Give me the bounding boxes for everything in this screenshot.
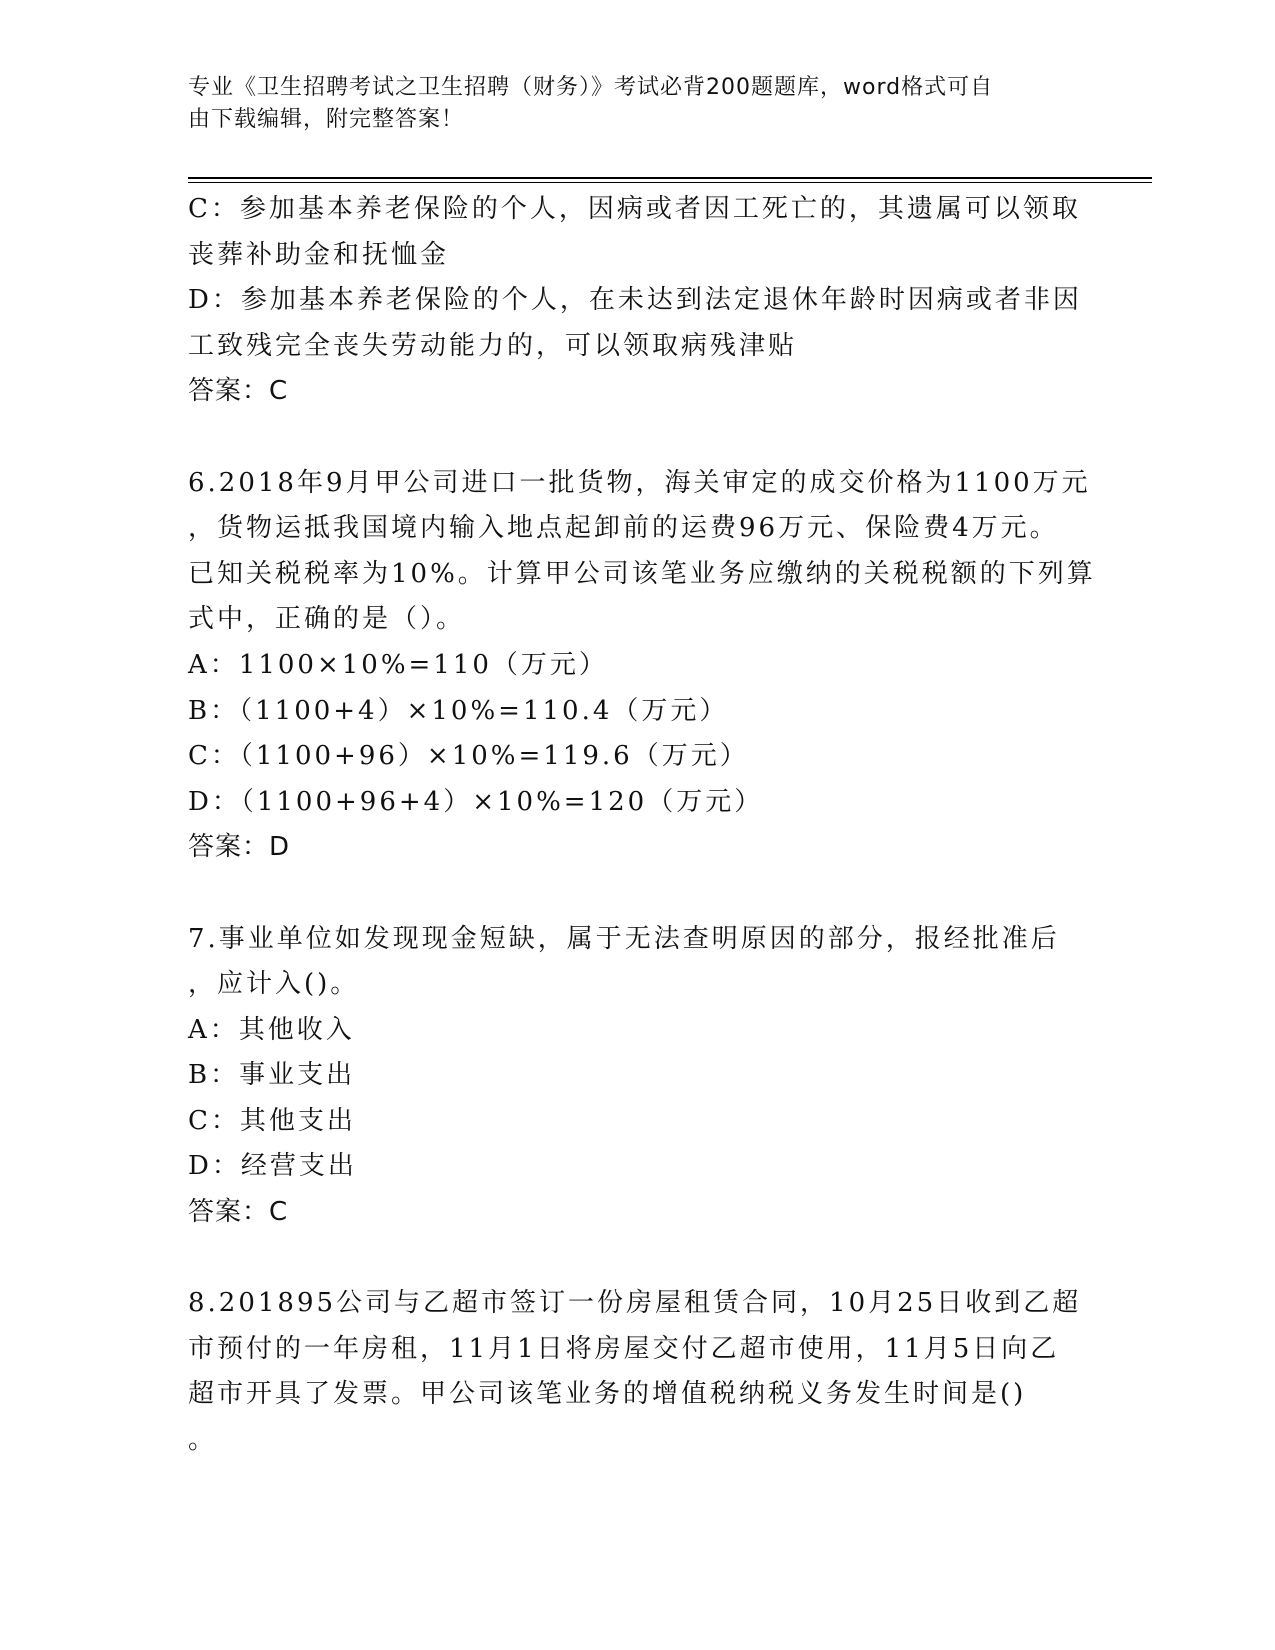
- answer-label: 答案：C: [188, 1197, 289, 1228]
- header-divider-thick: [188, 177, 1152, 179]
- question-5-tail: [188, 187, 1088, 415]
- question-stem-line-1: 8.201895公司与乙超市签订一份房屋租赁合同，10月25日收到乙超: [188, 1288, 1082, 1319]
- question-stem-line-2: 市预付的一年房租，11月1日将房屋交付乙超市使用，11月5日向乙: [188, 1333, 1060, 1364]
- question-stem-line-3: 已知关税税率为10%。计算甲公司该笔业务应缴纳的关税税额的下列算: [188, 558, 1096, 589]
- option-d-line-2: 工致残完全丧失劳动能力的，可以领取病残津贴: [188, 330, 798, 361]
- option-c: C：其他支出: [188, 1105, 356, 1136]
- header-line-1: 专业《卫生招聘考试之卫生招聘（财务）》考试必背200题题库，word格式可自: [188, 75, 994, 100]
- question-stem-line-1: 6.2018年9月甲公司进口一批货物，海关审定的成交价格为1100万元: [188, 467, 1091, 498]
- option-d: D：（1100+96+4）×10%=120（万元）: [188, 786, 764, 817]
- spacer: [188, 871, 1088, 917]
- question-stem-line-2: ，应计入()。: [188, 969, 360, 1000]
- option-d: D：经营支出: [188, 1151, 357, 1182]
- spacer: [188, 415, 1088, 461]
- question-7: [188, 917, 1088, 1236]
- option-c: C：（1100+96）×10%=119.6（万元）: [188, 741, 749, 772]
- option-a: A：其他收入: [188, 1014, 355, 1045]
- document-header: [188, 72, 1068, 136]
- header-line-2: 由下载编辑，附完整答案！: [188, 107, 465, 132]
- answer-label: 答案：C: [188, 376, 289, 407]
- answer-label: 答案：D: [188, 832, 291, 863]
- option-b: B：事业支出: [188, 1060, 356, 1091]
- option-b: B：（1100+4）×10%=110.4（万元）: [188, 695, 729, 726]
- header-divider-thin: [188, 182, 1152, 183]
- option-c-line-1: C：参加基本养老保险的个人，因病或者因工死亡的，其遗属可以领取: [188, 194, 1081, 224]
- option-d-line-1: D：参加基本养老保险的个人，在未达到法定退休年龄时因病或者非因: [188, 285, 1082, 316]
- document-body: [188, 187, 1096, 1464]
- question-stem-line-4: 。: [188, 1425, 218, 1456]
- option-a: A：1100×10%=110（万元）: [188, 649, 608, 680]
- question-stem-line-4: 式中，正确的是（）。: [188, 604, 466, 635]
- question-stem-line-2: ，货物运抵我国境内输入地点起卸前的运费96万元、保险费4万元。: [188, 513, 1059, 544]
- question-stem-line-1: 7.事业单位如发现现金短缺，属于无法查明原因的部分，报经批准后: [188, 923, 1060, 954]
- option-c-line-2: 丧葬补助金和抚恤金: [188, 239, 450, 270]
- question-stem-line-3: 超市开具了发票。甲公司该笔业务的增值税纳税义务发生时间是(): [188, 1379, 1027, 1410]
- question-6: [188, 461, 1096, 871]
- spacer: [188, 1236, 1088, 1282]
- question-8: [188, 1281, 1088, 1463]
